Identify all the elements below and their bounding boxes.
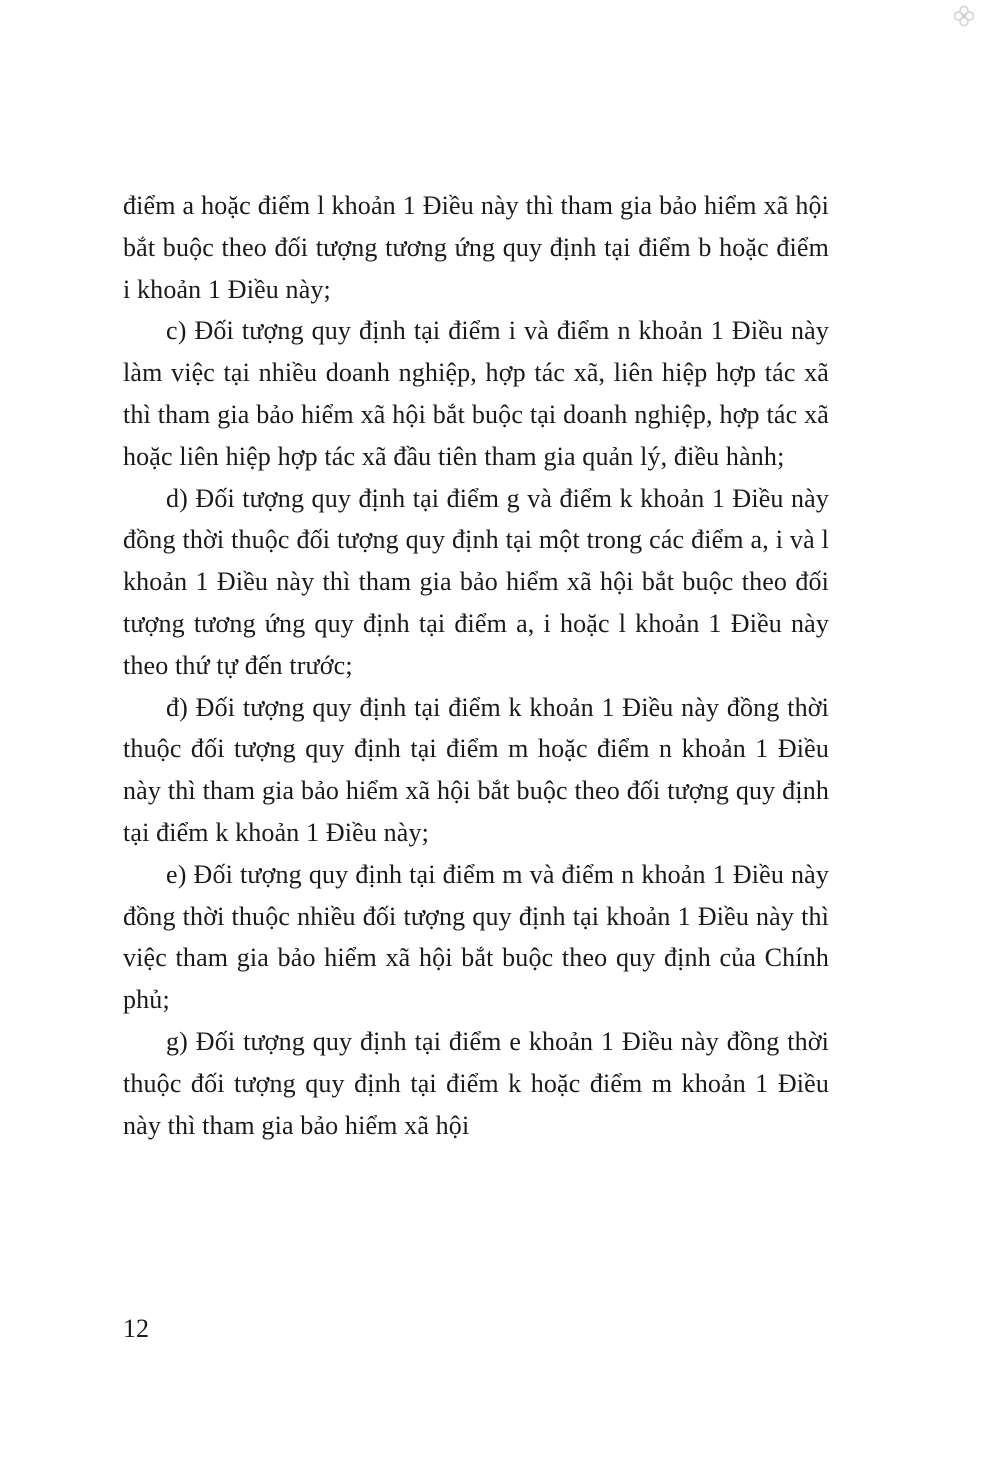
paragraph-g: g) Đối tượng quy định tại điểm e khoản 1 Điều này đồng thời thuộc đối tượng quy định tại điểm k hoặc điểm m khoản 1 Điều này thì tham gia bảo hiểm xã hội: [123, 1026, 829, 1140]
paragraph-e: e) Đối tượng quy định tại điểm m và điểm n khoản 1 Điều này đồng thời thuộc nhiều đối tượng quy định tại khoản 1 Điều này thì việc tham gia bảo hiểm xã hội bắt buộc theo quy định của Chính phủ;: [123, 859, 829, 1015]
paragraph-c: c) Đối tượng quy định tại điểm i và điểm n khoản 1 Điều này làm việc tại nhiều doanh nghiệp, hợp tác xã, liên hiệp hợp tác xã thì tham gia bảo hiểm xã hội bắt buộc tại doanh nghiệp, hợp tác xã hoặc liên hiệp hợp tác xã đầu tiên tham gia quản lý, điều hành;: [123, 316, 829, 471]
body-text: [123, 185, 829, 1146]
flower-watermark-icon: [952, 4, 976, 28]
paragraph-d: d) Đối tượng quy định tại điểm g và điểm k khoản 1 Điều này đồng thời thuộc đối tượng quy định tại một trong các điểm a, i và l khoản 1 Điều này thì tham gia bảo hiểm xã hội bắt buộc theo đối tượng tương ứng quy định tại điểm a, i hoặc l khoản 1 Điều này theo thứ tự đến trước;: [123, 483, 829, 680]
paragraph-dd: đ) Đối tượng quy định tại điểm k khoản 1 Điều này đồng thời thuộc đối tượng quy định tại điểm m hoặc điểm n khoản 1 Điều này thì tham gia bảo hiểm xã hội bắt buộc theo đối tượng quy định tại điểm k khoản 1 Điều này;: [123, 692, 829, 847]
page-number: 12: [123, 1314, 149, 1343]
paragraph-continuation: điểm a hoặc điểm l khoản 1 Điều này thì tham gia bảo hiểm xã hội bắt buộc theo đối tượng tương ứng quy định tại điểm b hoặc điểm i khoản 1 Điều này;: [123, 191, 829, 304]
